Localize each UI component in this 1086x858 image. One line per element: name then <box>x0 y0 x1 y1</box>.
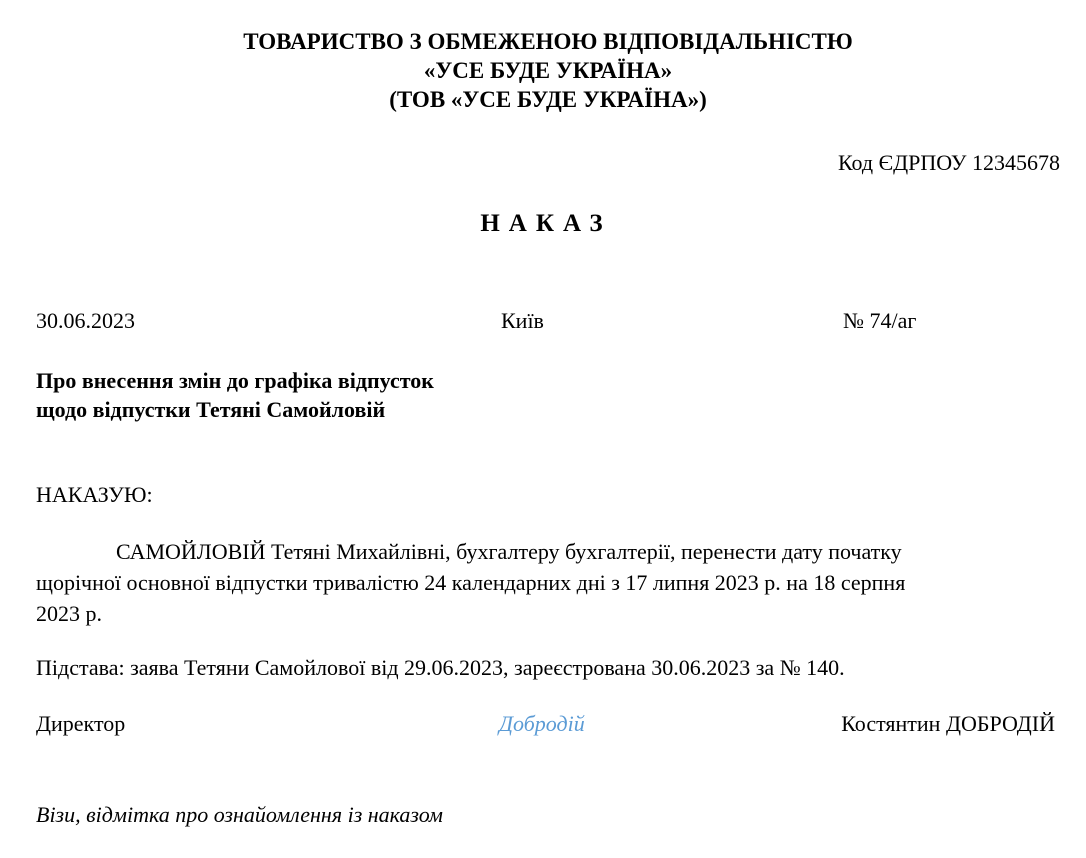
signatory-position: Директор <box>36 711 126 736</box>
order-keyword: НАКАЗУЮ: <box>36 482 153 507</box>
order-subject <box>36 366 434 424</box>
company-header <box>0 27 1086 114</box>
signature: Добродій <box>499 711 585 736</box>
company-name-line1: ТОВАРИСТВО З ОБМЕЖЕНОЮ ВІДПОВІДАЛЬНІСТЮ <box>243 29 853 54</box>
visas-note: Візи, відмітка про ознайомлення із наказом <box>36 802 443 827</box>
order-city: Київ <box>501 308 544 333</box>
document-title: НАКАЗ <box>480 210 612 237</box>
body-line3: 2023 р. <box>36 601 102 626</box>
signatory-name: Костянтин ДОБРОДІЙ <box>841 711 1055 736</box>
company-short-name: (ТОВ «УСЕ БУДЕ УКРАЇНА») <box>389 87 707 112</box>
body-line2: щорічної основної відпустки тривалістю 24 календарних дні з 17 липня 2023 р. на 18 серпня <box>36 570 906 595</box>
subject-line1: Про внесення змін до графіка відпусток <box>36 368 434 393</box>
edrpou-code: Код ЄДРПОУ 12345678 <box>837 150 1060 175</box>
order-number: № 74/аг <box>843 308 917 333</box>
order-basis: Підстава: заява Тетяни Самойлової від 29.06.2023, зареєстрована 30.06.2023 за № 140. <box>36 655 845 680</box>
subject-line2: щодо відпустки Тетяні Самойловій <box>36 397 386 422</box>
order-date: 30.06.2023 <box>36 308 135 333</box>
company-name-line2: «УСЕ БУДЕ УКРАЇНА» <box>423 58 673 83</box>
order-body <box>36 536 996 629</box>
body-line1: САМОЙЛОВІЙ Тетяні Михайлівні, бухгалтеру бухгалтерії, перенести дату початку <box>116 539 902 564</box>
